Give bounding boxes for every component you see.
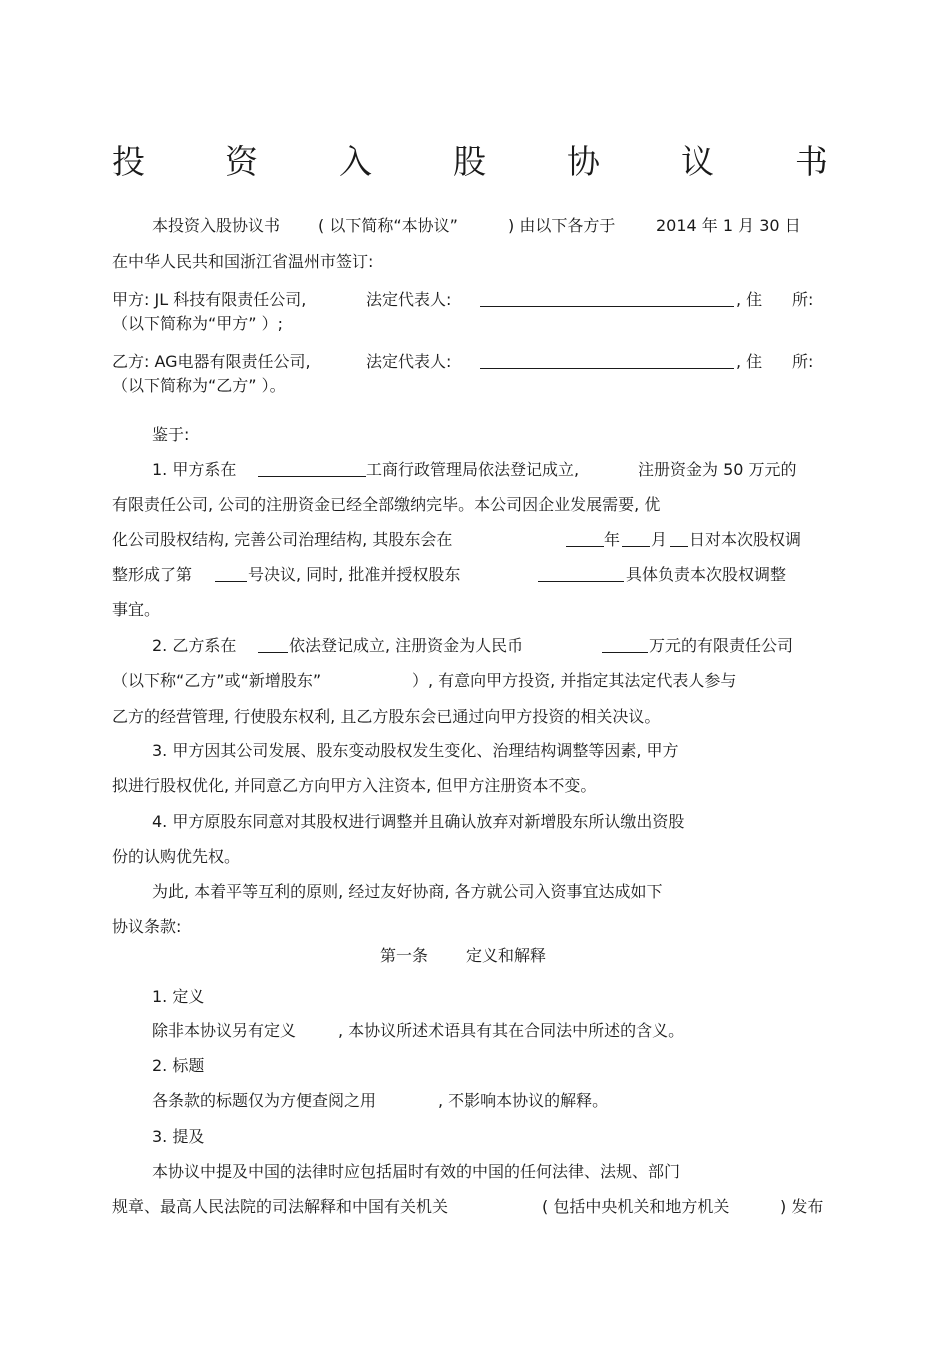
section-1-text-b: , 本协议所述术语具有其在合同法中所述的含义。: [338, 1021, 685, 1040]
title-char: 议: [681, 142, 714, 181]
party-b-rep-label: 法定代表人:: [366, 352, 452, 371]
title-char: 投: [112, 142, 145, 181]
item1-a: 1. 甲方系在: [152, 460, 237, 479]
title-char: 资: [225, 142, 258, 181]
section-3-line-2a: 规章、最高人民法院的司法解释和中国有关机关: [112, 1197, 449, 1216]
party-a-addr-label-2: 所:: [792, 290, 814, 309]
intro-date: 2014 年 1 月 30 日: [656, 216, 801, 235]
section-1-text-a: 除非本协议另有定义: [152, 1021, 297, 1040]
closing-line-2: 协议条款:: [112, 917, 182, 936]
title-char: 协: [567, 142, 600, 181]
section-2-title: 2. 标题: [152, 1056, 205, 1075]
section-3-line-2c: ) 发布: [780, 1197, 824, 1216]
party-a-addr-label: , 住: [736, 290, 763, 309]
item1-line-4a: 整形成了第: [112, 565, 193, 584]
item2-line-2a: （以下称“乙方”或“新增股东”: [112, 671, 322, 690]
item1-line-3b: 年: [604, 530, 621, 549]
intro-line-1a: 本投资入股协议书: [152, 216, 281, 235]
item2-c: 万元的有限责任公司: [649, 636, 794, 655]
title-char: 书: [795, 142, 828, 181]
item1-line-3d: 日对本次股权调: [689, 530, 802, 549]
item2-line-3: 乙方的经营管理, 行使股东权利, 且乙方股东会已通过向甲方投资的相关决议。: [112, 707, 661, 726]
item1-blank-year: [566, 530, 604, 552]
party-a-rep-label: 法定代表人:: [366, 290, 452, 309]
party-b-rep-blank: [480, 352, 734, 374]
item3-line-1: 3. 甲方因其公司发展、股东变动股权发生变化、治理结构调整等因素, 甲方: [152, 741, 679, 760]
article-1-title: 定义和解释: [466, 946, 547, 965]
party-b-addr-label-2: 所:: [792, 352, 814, 371]
item4-line-2: 份的认购优先权。: [112, 847, 241, 866]
item1-blank-shareholder: [538, 565, 624, 587]
item1-b: 工商行政管理局依法登记成立,: [366, 460, 580, 479]
item1-line-4b: 号决议, 同时, 批准并授权股东: [248, 565, 461, 584]
title-char: 股: [453, 142, 486, 181]
whereas-label: 鉴于:: [152, 425, 190, 444]
item1-line-5: 事宜。: [112, 600, 161, 619]
intro-line-1c: ) 由以下各方于: [508, 216, 616, 235]
section-2-text-b: , 不影响本协议的解释。: [438, 1091, 609, 1110]
party-a-name: 甲方: JL 科技有限责任公司,: [112, 290, 307, 309]
section-3-line-1: 本协议中提及中国的法律时应包括届时有效的中国的任何法律、法规、部门: [152, 1162, 681, 1181]
item1-line-3c: 月: [651, 530, 668, 549]
item1-blank-1: [258, 460, 366, 482]
party-b-name: 乙方: AG电器有限责任公司,: [112, 352, 311, 371]
closing-line-1: 为此, 本着平等互利的原则, 经过友好协商, 各方就公司入资事宜达成如下: [152, 882, 663, 901]
intro-line-1b: ( 以下简称“本协议”: [318, 216, 458, 235]
article-1-number: 第一条: [380, 946, 429, 965]
item1-line-3a: 化公司股权结构, 完善公司治理结构, 其股东会在: [112, 530, 453, 549]
section-3-title: 3. 提及: [152, 1127, 205, 1146]
item1-blank-resolution: [215, 565, 247, 587]
item1-blank-month: [622, 530, 650, 552]
item2-blank-2: [602, 636, 648, 658]
item1-c: 注册资金为 50 万元的: [638, 460, 797, 479]
item1-blank-day: [670, 530, 688, 552]
section-1-title: 1. 定义: [152, 987, 205, 1006]
section-3-line-2b: ( 包括中央机关和地方机关: [542, 1197, 730, 1216]
item2-line-2b: ）, 有意向甲方投资, 并指定其法定代表人参与: [412, 671, 737, 690]
section-2-text-a: 各条款的标题仅为方便查阅之用: [152, 1091, 377, 1110]
item3-line-2: 拟进行股权优化, 并同意乙方向甲方入注资本, 但甲方注册资本不变。: [112, 776, 597, 795]
item1-line-4c: 具体负责本次股权调整: [626, 565, 787, 584]
item2-a: 2. 乙方系在: [152, 636, 237, 655]
party-a-rep-blank: [480, 290, 734, 312]
item4-line-1: 4. 甲方原股东同意对其股权进行调整并且确认放弃对新增股东所认缴出资股: [152, 812, 685, 831]
item2-blank-1: [258, 636, 288, 658]
party-b-alias: （以下简称为“乙方” ）。: [112, 376, 286, 395]
intro-line-2: 在中华人民共和国浙江省温州市签订:: [112, 252, 374, 271]
title-char: 入: [339, 142, 372, 181]
item2-b: 依法登记成立, 注册资金为人民币: [289, 636, 524, 655]
item1-line-2: 有限责任公司, 公司的注册资金已经全部缴纳完毕。本公司因企业发展需要, 优: [112, 495, 661, 514]
party-b-addr-label: , 住: [736, 352, 763, 371]
document-title: [112, 140, 830, 184]
party-a-alias: （以下简称为“甲方” ）;: [112, 314, 284, 333]
